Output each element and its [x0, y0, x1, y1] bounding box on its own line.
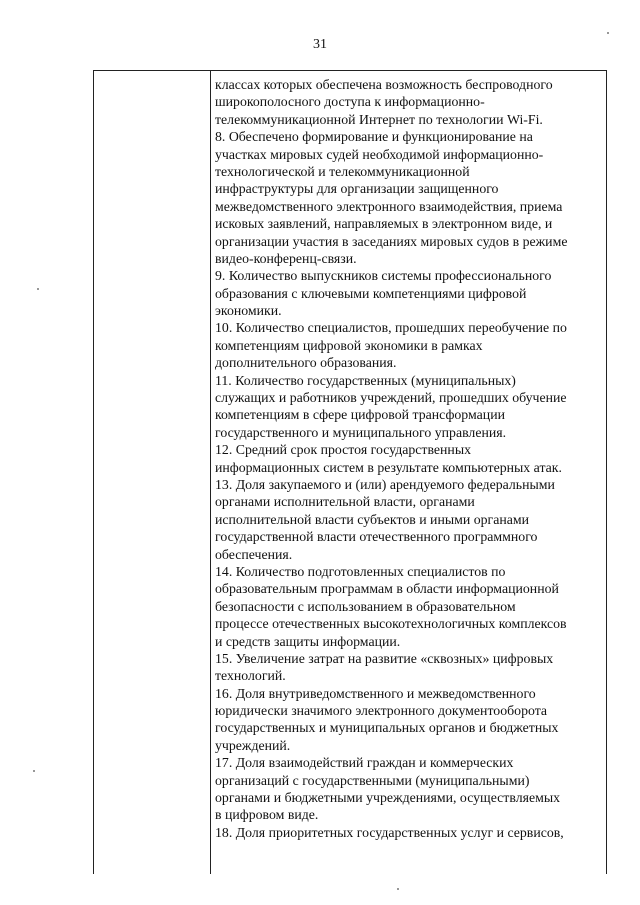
text-line: юридически значимого электронного документооборота	[215, 704, 548, 720]
text-line: 12. Средний срок простоя государственных	[215, 443, 472, 459]
table-left-cell	[94, 71, 210, 874]
text-line: 13. Доля закупаемого и (или) арендуемого федеральными	[215, 477, 555, 493]
text-line: органами исполнительной власти, органами	[215, 495, 475, 511]
text-line: экономики.	[215, 304, 282, 320]
document-table	[93, 70, 607, 874]
page-number: 31	[313, 37, 327, 52]
text-line: компетенциям цифровой экономики в рамках	[215, 338, 483, 354]
text-line: и средств защиты информации.	[215, 634, 401, 650]
column-divider	[210, 71, 211, 874]
scan-speck	[397, 888, 399, 890]
table-right-cell	[215, 77, 605, 842]
text-line: инфраструктуры для организации защищенного	[215, 182, 499, 198]
text-line: учреждений.	[215, 738, 291, 754]
text-line: видео-конференц-связи.	[215, 251, 357, 267]
text-line: образовательным программам в области информационной	[215, 582, 559, 598]
scan-speck	[33, 770, 35, 772]
text-line: 11. Количество государственных (муниципальных)	[215, 373, 516, 389]
text-line: участках мировых судей необходимой информационно-	[215, 147, 544, 163]
text-line: 9. Количество выпускников системы профессионального	[215, 269, 552, 285]
text-line: технологий.	[215, 669, 286, 685]
scan-speck	[607, 32, 609, 34]
text-line: образования с ключевыми компетенциями цифровой	[215, 286, 527, 302]
text-line: межведомственного электронного взаимодействия, приема	[215, 199, 563, 215]
text-line: 14. Количество подготовленных специалистов по	[215, 564, 506, 580]
text-line: обеспечения.	[215, 547, 293, 563]
text-line: технологической и телекоммуникационной	[215, 164, 470, 180]
text-line: 8. Обеспечено формирование и функционирование на	[215, 130, 533, 146]
text-line: телекоммуникационной Интернет по технологии Wi-Fi.	[215, 112, 543, 128]
text-line: организаций с государственными (муниципальными)	[215, 773, 530, 789]
text-line: органами и бюджетными учреждениями, осуществляемых	[215, 791, 561, 807]
text-line: государственной власти отечественного программного	[215, 530, 538, 546]
text-line: широкополосного доступа к информационно-	[215, 95, 485, 111]
text-line: процессе отечественных высокотехнологичных комплексов	[215, 617, 567, 633]
text-line: исполнительной власти субъектов и иными органами	[215, 512, 530, 528]
text-line: государственных и муниципальных органов и бюджетных	[215, 721, 559, 737]
text-line: 16. Доля внутриведомственного и межведомственного	[215, 686, 536, 702]
text-line: дополнительного образования.	[215, 356, 397, 372]
text-line: в цифровом виде.	[215, 808, 319, 824]
text-line: служащих и работников учреждений, прошедших обучение	[215, 391, 567, 407]
text-line: 15. Увеличение затрат на развитие «сквозных» цифровых	[215, 651, 554, 667]
text-line: государственного и муниципального управления.	[215, 425, 507, 441]
text-line: организации участия в заседаниях мировых судов в режиме	[215, 234, 568, 250]
text-line: классах которых обеспечена возможность беспроводного	[215, 78, 553, 93]
text-line: 18. Доля приоритетных государственных услуг и сервисов,	[215, 825, 564, 841]
text-line: информационных систем в результате компьютерных атак.	[215, 460, 562, 476]
text-line: исковых заявлений, направляемых в электронном виде, и	[215, 217, 553, 233]
scan-speck	[37, 288, 39, 290]
text-line: 17. Доля взаимодействий граждан и коммерческих	[215, 756, 514, 772]
text-line: безопасности с использованием в образовательном	[215, 599, 516, 615]
text-line: 10. Количество специалистов, прошедших переобучение по	[215, 321, 567, 337]
text-line: компетенциям в сфере цифровой трансформации	[215, 408, 505, 424]
